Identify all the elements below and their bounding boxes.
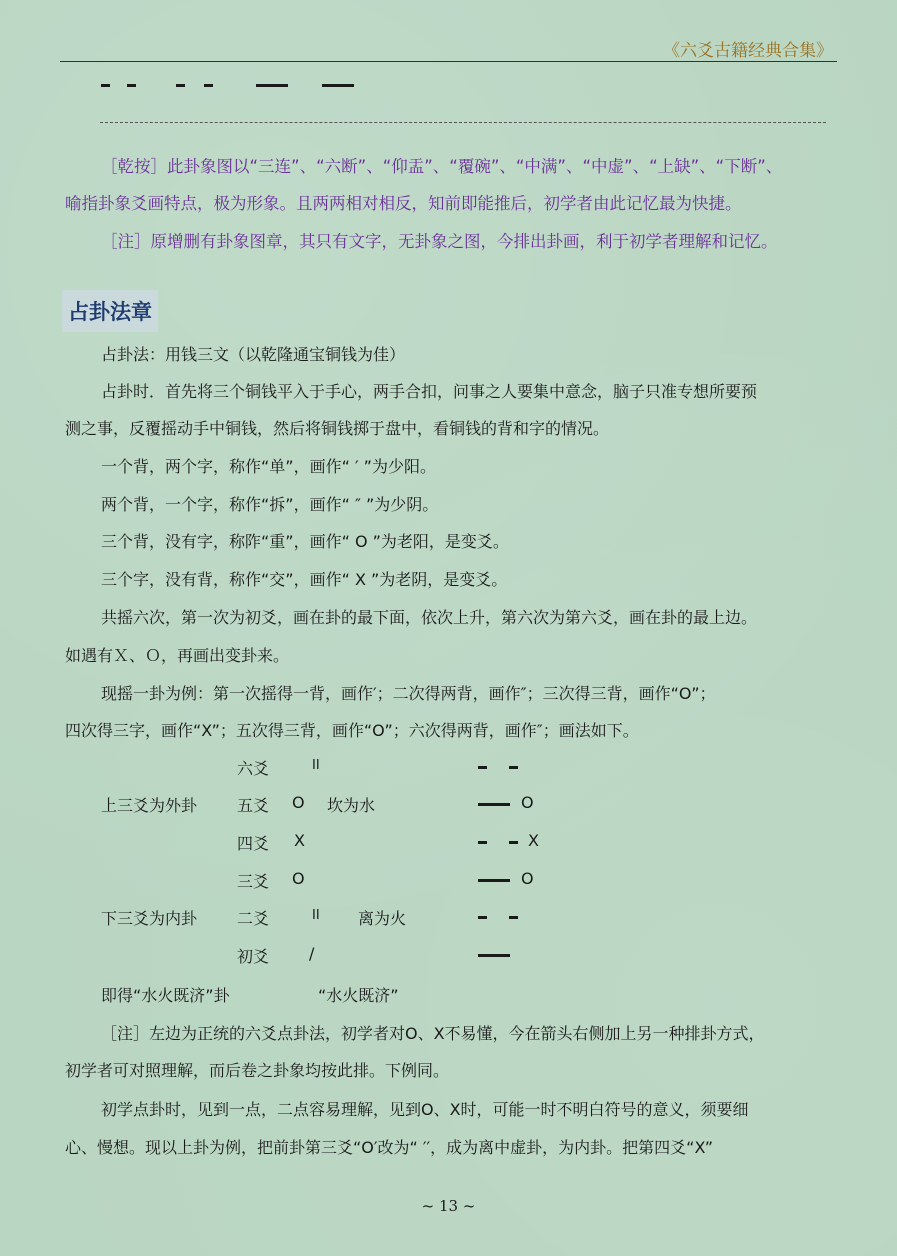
paragraph: 占卦法：用钱三文（以乾隆通宝铜钱为佳） <box>101 345 406 364</box>
page-number: ~ 13 ~ <box>421 1197 476 1215</box>
note-paragraph: ［注］左边为正统的六爻点卦法，初学者对O、X不易懂，今在箭头右侧加上另一种排卦方式， <box>101 1024 765 1043</box>
note-zhu: ［注］原增删有卦象图章，其只有文字，无卦象之图，今排出卦画，利于初学者理解和记忆。 <box>101 232 778 251</box>
paragraph: 初学点卦时，见到一点，二点容易理解，见到O、X时，可能一时不明白符号的意义，须要细 <box>101 1100 749 1119</box>
paragraph: 三个背，没有字，称阼“重”，画作“ O ”为老阳，是变爻。 <box>101 532 509 551</box>
note-qian-an: ［乾按］此卦象图以“三连”、“六断”、“仰盂”、“覆碗”、“中满”、“中虚”、“上缺”、“下断”、 <box>101 157 783 176</box>
coin-mark: / <box>309 944 315 963</box>
header-rule <box>60 61 837 62</box>
coin-mark: O <box>292 793 305 812</box>
yang-stroke <box>322 84 354 87</box>
line-label: 五爻 <box>237 796 270 815</box>
yang-stroke <box>478 954 510 957</box>
paragraph: 测之事，反覆摇动手中铜钱，然后将铜钱掷于盘中，看铜钱的背和字的情况。 <box>65 419 610 438</box>
coin-mark: O <box>292 869 305 888</box>
paragraph: 占卦时．首先将三个铜钱平入于手心，两手合扣，问事之人要集中意念，脑子只准专想所要预 <box>101 382 758 401</box>
book-title: 《六爻古籍经典合集》 <box>663 41 833 61</box>
paragraph: 现摇一卦为例：第一次摇得一背，画作′；二次得两背，画作″；三次得三背，画作“O”； <box>101 684 716 703</box>
yin-stroke <box>509 916 518 919</box>
change-mark: X <box>528 831 539 850</box>
line-label: 三爻 <box>237 872 270 891</box>
yang-stroke <box>256 84 288 87</box>
yang-stroke <box>478 803 510 806</box>
yang-stroke <box>478 879 510 882</box>
note-qian-an-cont: 喻指卦象爻画特点，极为形象。且两两相对相反，知前即能推后，初学者由此记忆最为快捷。 <box>65 194 742 213</box>
dashed-separator <box>100 122 826 123</box>
change-mark: O <box>521 793 534 812</box>
yin-stroke <box>478 766 487 769</box>
section-title: 占卦法章 <box>62 290 158 332</box>
upper-trigram-name: 坎为水 <box>327 796 376 815</box>
line-label: 初爻 <box>237 947 270 966</box>
note-paragraph: 初学者可对照理解，而后卷之卦象均按此排。下例同。 <box>65 1061 450 1080</box>
coin-mark: II <box>312 758 320 773</box>
yin-stroke <box>127 84 136 87</box>
line-label: 六爻 <box>237 759 270 778</box>
paragraph: 三个字，没有背，称作“交”，画作“ X ”为老阴，是变爻。 <box>101 570 508 589</box>
line-label: 二爻 <box>237 909 270 928</box>
yin-stroke <box>509 766 518 769</box>
paragraph: 一个背，两个字，称作“单”，画作“ ′ ”为少阳。 <box>101 457 436 476</box>
paragraph: 共摇六次，第一次为初爻，画在卦的最下面，依次上升，第六次为第六爻，画在卦的最上边。 <box>101 608 758 627</box>
yin-stroke <box>176 84 185 87</box>
yin-stroke <box>101 84 110 87</box>
change-mark: O <box>521 869 534 888</box>
paragraph: 四次得三字，画作“X”；五次得三背，画作“O”；六次得两背，画作″；画法如下。 <box>65 721 639 740</box>
result-name: “水火既济” <box>318 986 399 1005</box>
yin-stroke <box>478 916 487 919</box>
lower-trigram-name: 离为火 <box>358 909 407 928</box>
lower-trigram-label: 下三爻为内卦 <box>101 909 198 928</box>
yin-stroke <box>478 841 487 844</box>
coin-mark: II <box>312 908 320 923</box>
paragraph: 如遇有Ｘ、Ｏ，再画出变卦来。 <box>65 646 290 665</box>
upper-trigram-label: 上三爻为外卦 <box>101 796 198 815</box>
coin-mark: X <box>294 831 305 850</box>
yin-stroke <box>204 84 213 87</box>
line-label: 四爻 <box>237 834 270 853</box>
yin-stroke <box>509 841 518 844</box>
result-label: 即得“水火既济”卦 <box>101 986 230 1005</box>
paragraph: 心、慢想。现以上卦为例，把前卦第三爻“O′改为“ ′′，成为离中虚卦，为内卦。把第四爻“X” <box>65 1138 714 1157</box>
paragraph: 两个背，一个字，称作“拆”，画作“ ″ ”为少阴。 <box>101 495 439 514</box>
